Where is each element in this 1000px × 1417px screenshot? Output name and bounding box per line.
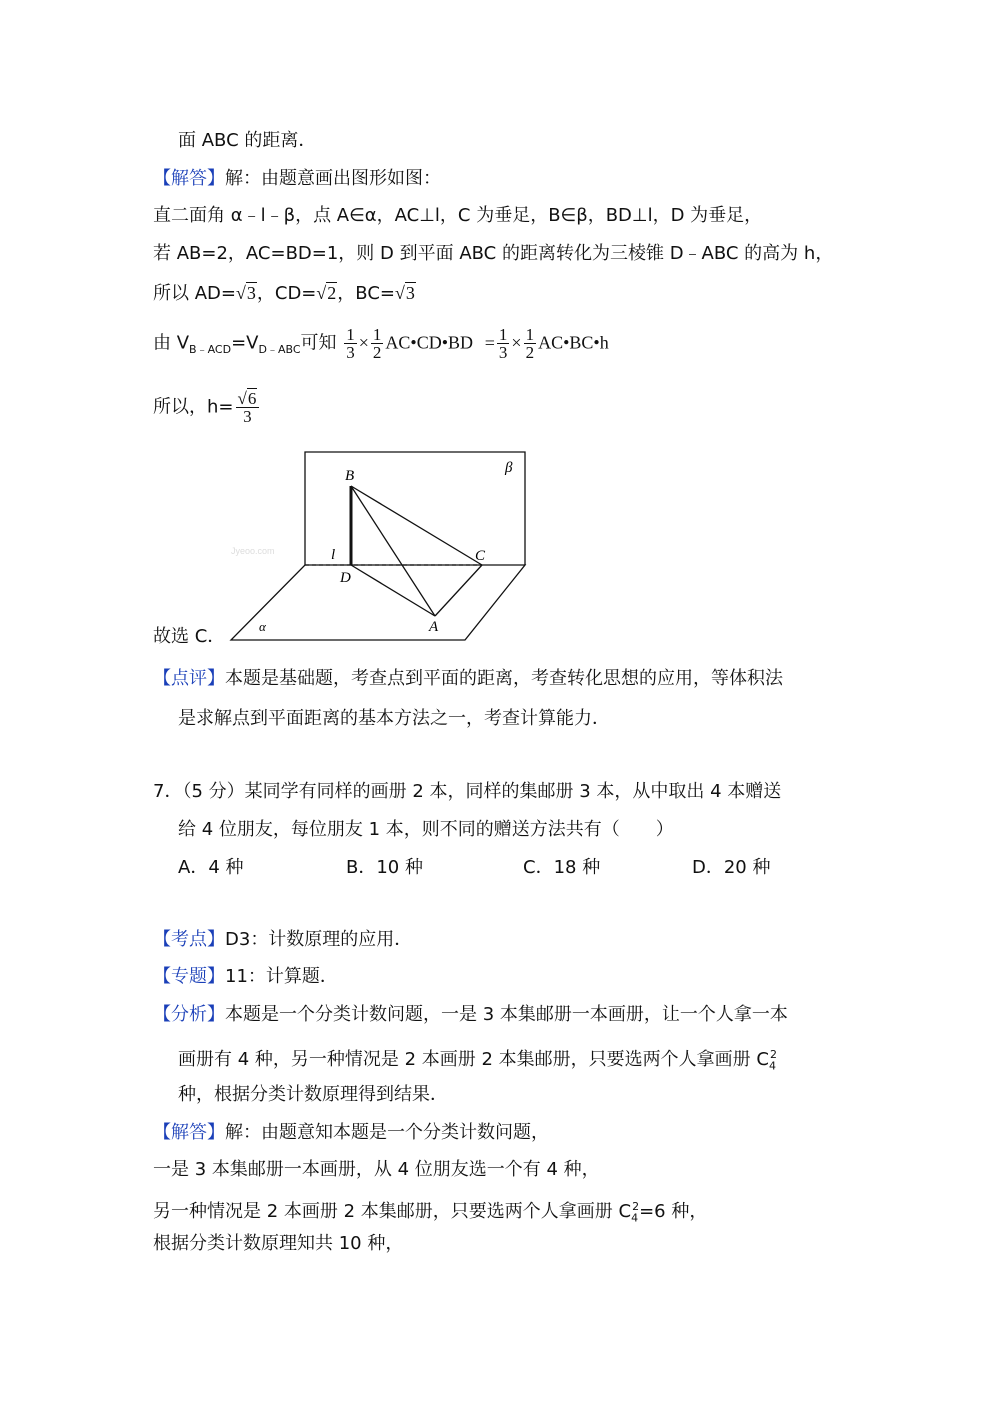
- h-label: 所以，h=: [153, 396, 234, 418]
- answer-c-sup: 2: [632, 1200, 640, 1213]
- label-alpha: α: [259, 619, 266, 634]
- answer-7-text-2: 另一种情况是 2 本画册 2 本集邮册，只要选两个人拿画册 C: [153, 1201, 632, 1222]
- cd-label: ，CD=: [256, 283, 317, 304]
- edge-BC: [351, 486, 482, 565]
- know-text: 可知: [300, 332, 337, 354]
- answer-7-text: 解：由题意知本题是一个分类计数问题，: [225, 1122, 549, 1143]
- fenxi-c-sup: 2: [769, 1048, 777, 1061]
- fenxi-text-2: 画册有 4 种，另一种情况是 2 本画册 2 本集邮册，只要选两个人拿画册 C: [178, 1049, 769, 1070]
- fenxi-line-1: [153, 1002, 788, 1028]
- option-c[interactable]: C．18 种: [523, 857, 601, 878]
- option-b[interactable]: B．10 种: [346, 857, 423, 878]
- beta-plane: [305, 452, 525, 565]
- answer-7-line-2: [153, 1194, 707, 1232]
- question-7-line-2: 给 4 位朋友，每位朋友 1 本，则不同的赠送方法共有（ ）: [178, 819, 674, 840]
- fenxi-line-3: 种，根据分类计数原理得到结果．: [178, 1084, 448, 1105]
- edge-DA: [351, 565, 435, 616]
- fraction-one-third-a: $\frac{1}{3}$: [346, 325, 355, 362]
- comment-text-1: 本题是基础题，考查点到平面的距离，考查转化思想的应用，等体积法: [225, 668, 783, 689]
- label-B: B: [345, 468, 355, 484]
- answer-tag: 【解答】: [153, 168, 225, 189]
- volume-equation: [153, 326, 609, 363]
- fenxi-c-sub: 4: [768, 1059, 776, 1073]
- zhuanti-tag: 【专题】: [153, 966, 225, 987]
- watermark: Jyeoo.com: [231, 546, 275, 556]
- times-a: ×: [358, 332, 369, 353]
- edge-CA: [435, 565, 482, 616]
- answer-7-line-1: 一是 3 本集邮册一本画册，从 4 位朋友选一个有 4 种，: [153, 1159, 600, 1180]
- label-C: C: [475, 548, 486, 564]
- answer-7-line-3: 根据分类计数原理知共 10 种，: [153, 1233, 404, 1254]
- zhuanti-line: [153, 964, 338, 990]
- kaodian-text: D3：计数原理的应用．: [225, 929, 413, 950]
- answer-7-text-2-post: =6 种，: [639, 1201, 708, 1222]
- solution-line-2: 若 AB=2，AC=BD=1，则 D 到平面 ABC 的距离转化为三棱锥 D﹣ABC 的高为 h，: [153, 243, 834, 264]
- answer-7-tag: 【解答】: [153, 1122, 225, 1143]
- label-l: l: [331, 547, 336, 563]
- fenxi-tag: 【分析】: [153, 1004, 225, 1025]
- solution-line-1: 直二面角 α﹣l﹣β，点 A∈α，AC⊥l，C 为垂足，B∈β，BD⊥l，D 为垂足，: [153, 205, 763, 226]
- comment-line-2: 是求解点到平面距离的基本方法之一，考查计算能力．: [178, 708, 610, 729]
- fenxi-line-2: [178, 1042, 777, 1080]
- comment-line-1: [153, 666, 783, 692]
- fenxi-text-1: 本题是一个分类计数问题，一是 3 本集邮册一本画册，让一个人拿一本: [225, 1004, 788, 1025]
- option-a[interactable]: A．4 种: [178, 857, 244, 878]
- continuation-line: 面 ABC 的距离．: [178, 130, 317, 151]
- fraction-one-half-a: $\frac{1}{2}$: [372, 325, 382, 362]
- v-sub-2: D﹣ABC: [258, 343, 301, 357]
- expr-1: AC•CD•BD: [385, 332, 474, 353]
- fraction-one-half-b: $\frac{1}{2}$: [525, 325, 535, 362]
- label-beta: β: [505, 460, 513, 476]
- height-result: [153, 390, 261, 425]
- zhuanti-text: 11：计算题．: [225, 966, 338, 987]
- label-D: D: [340, 570, 351, 586]
- sqrt-3-b: √3: [394, 283, 415, 303]
- solution-line-3: [153, 280, 416, 307]
- option-d[interactable]: D．20 种: [692, 857, 771, 878]
- v-sub-1: B﹣ACD: [189, 343, 232, 357]
- comment-tag: 【点评】: [153, 668, 225, 689]
- answer-text: 解：由题意画出图形如图：: [225, 168, 441, 189]
- ad-label: 所以 AD=: [153, 283, 236, 304]
- dihedral-angle-figure: [225, 448, 530, 648]
- eq-2: =: [484, 332, 495, 353]
- alpha-plane: [231, 565, 525, 640]
- kaodian-tag: 【考点】: [153, 929, 225, 950]
- answer-line-6: [153, 166, 441, 192]
- answer-c-sub: 4: [631, 1211, 639, 1225]
- sqrt-2: √2: [316, 283, 337, 303]
- v-label: 由 V: [153, 332, 190, 354]
- label-A: A: [429, 619, 439, 635]
- expr-2: AC•BC•h: [538, 332, 609, 353]
- v-eq: =V: [231, 332, 259, 354]
- choose-line: 故选 C．: [153, 626, 226, 647]
- fraction-one-third-b: $\frac{1}{3}$: [498, 325, 508, 362]
- edge-BA: [351, 486, 435, 616]
- question-7-line-1: 7．（5 分）某同学有同样的画册 2 本，同样的集邮册 3 本，从中取出 4 本赠送: [153, 781, 782, 802]
- answer-line-7: [153, 1120, 549, 1146]
- bc-label: ，BC=: [337, 283, 395, 304]
- fraction-sqrt6-over-3: $\frac{√6}{3}$: [236, 390, 260, 425]
- kaodian-line: [153, 927, 412, 953]
- times-b: ×: [511, 332, 522, 353]
- sqrt-3-a: √3: [235, 283, 256, 303]
